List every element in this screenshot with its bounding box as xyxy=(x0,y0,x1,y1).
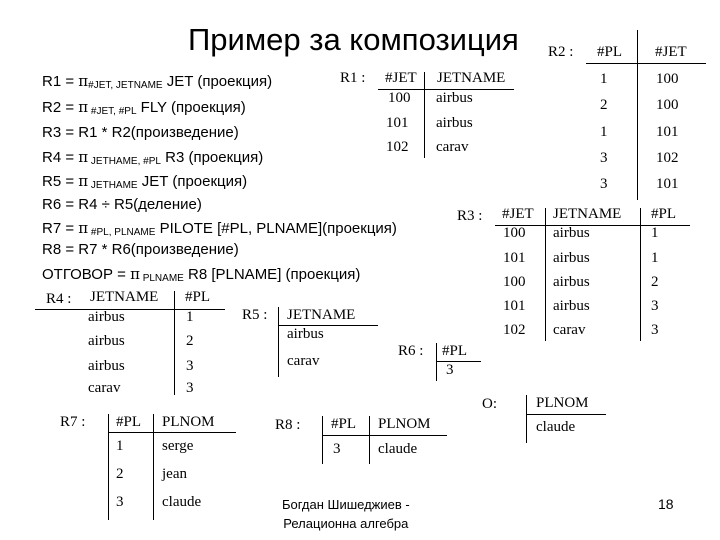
table-cell: 1 xyxy=(186,309,194,325)
table-label: R5 : xyxy=(242,307,268,323)
table-cell: 3 xyxy=(651,298,659,314)
expression-r4: R4 = π $_{JETHAME, \#PL}$ R3 (проекция) xyxy=(42,148,264,167)
table-cell: 1 xyxy=(651,225,659,241)
expression-r5: R5 = π $_{JETHAME}$ JET (проекция) xyxy=(42,172,248,191)
table-cell: 101 xyxy=(503,250,526,266)
table-cell: claude xyxy=(536,419,576,435)
column-header: JETNAME xyxy=(90,289,159,305)
table-label: R2 : xyxy=(548,44,574,60)
column-header: #PL xyxy=(597,44,623,60)
expression-r2: R2 = π $_{\#JET, \#PL}$ FLY (проекция) xyxy=(42,98,246,117)
table-cell: airbus xyxy=(287,326,324,342)
expression-r1: $R1 = \pi_{\#JET, JETNAME}$ JET (проекция) xyxy=(42,72,273,91)
table-cell: 102 xyxy=(656,150,679,166)
column-header: #PL xyxy=(185,289,211,305)
table-cell: airbus xyxy=(553,274,590,290)
column-header: #PL xyxy=(442,343,468,359)
table-cell: airbus xyxy=(553,298,590,314)
table-cell: 3 xyxy=(600,176,608,192)
slide-title: Пример за композиция xyxy=(188,22,519,57)
table-cell: serge xyxy=(162,438,194,454)
table-cell: 2 xyxy=(186,333,194,349)
expression-answer: ОТГОВОР = π $_{PLNAME}$ R8 [PLNAME] (проекция) xyxy=(42,265,361,284)
table-cell: 101 xyxy=(386,115,409,131)
column-header: #JET xyxy=(385,70,417,86)
table-cell: 100 xyxy=(503,225,526,241)
table-cell: 3 xyxy=(333,441,341,457)
table-label: R6 : xyxy=(398,343,424,359)
column-header: #PL xyxy=(651,206,677,222)
table-cell: 3 xyxy=(446,362,454,378)
table-cell: carav xyxy=(287,353,320,369)
column-header: #PL xyxy=(331,416,357,432)
column-header: #JET xyxy=(502,206,534,222)
table-cell: airbus xyxy=(88,309,125,325)
table-cell: 3 xyxy=(116,494,124,510)
table-cell: airbus xyxy=(553,250,590,266)
table-cell: 102 xyxy=(503,322,526,338)
footer-author: Богдан Шишеджиев - Релационна алгебра xyxy=(282,497,410,531)
table-cell: 100 xyxy=(503,274,526,290)
table-label: R3 : xyxy=(457,208,483,224)
table-cell: 101 xyxy=(656,124,679,140)
table-label: R7 : xyxy=(60,414,86,430)
column-header: PLNOM xyxy=(162,414,215,430)
column-header: #JET xyxy=(655,44,687,60)
table-cell: airbus xyxy=(553,225,590,241)
table-cell: 101 xyxy=(656,176,679,192)
table-label: R8 : xyxy=(275,417,301,433)
column-header: PLNOM xyxy=(378,416,431,432)
table-cell: airbus xyxy=(436,115,473,131)
table-cell: 3 xyxy=(186,358,194,374)
table-cell: airbus xyxy=(436,90,473,106)
table-label: O: xyxy=(482,396,497,412)
table-cell: carav xyxy=(436,139,469,155)
table-cell: 2 xyxy=(116,466,124,482)
table-label: R4 : xyxy=(46,291,72,307)
table-cell: 3 xyxy=(651,322,659,338)
table-cell: carav xyxy=(88,380,121,396)
expression-r6: R6 = R4 ÷ R5(деление) xyxy=(42,196,202,213)
table-cell: claude xyxy=(378,441,418,457)
expression-r8: R8 = R7 * R6(произведение) xyxy=(42,241,239,258)
table-cell: 3 xyxy=(600,150,608,166)
column-header: JETNAME xyxy=(553,206,622,222)
table-cell: jean xyxy=(162,466,187,482)
column-header: PLNOM xyxy=(536,395,589,411)
table-cell: 100 xyxy=(656,71,679,87)
table-cell: claude xyxy=(162,494,202,510)
table-cell: carav xyxy=(553,322,586,338)
expression-r3: R3 = R1 * R2(произведение) xyxy=(42,124,239,141)
page-number: 18 xyxy=(658,496,674,512)
table-cell: 1 xyxy=(116,438,124,454)
table-cell: airbus xyxy=(88,358,125,374)
table-cell: 102 xyxy=(386,139,409,155)
table-cell: 3 xyxy=(186,380,194,396)
table-cell: 101 xyxy=(503,298,526,314)
table-cell: airbus xyxy=(88,333,125,349)
column-header: JETNAME xyxy=(287,307,356,323)
expression-r7: R7 = π $_{\#PL, PLNAME}$ PILOTE [#PL, PLNAME](проекция) xyxy=(42,219,397,238)
table-cell: 1 xyxy=(600,124,608,140)
table-label: R1 : xyxy=(340,70,366,86)
table-cell: 2 xyxy=(600,97,608,113)
table-cell: 1 xyxy=(600,71,608,87)
column-header: JETNAME xyxy=(437,70,506,86)
table-cell: 1 xyxy=(651,250,659,266)
column-header: #PL xyxy=(116,414,142,430)
table-cell: 100 xyxy=(388,90,411,106)
table-cell: 100 xyxy=(656,97,679,113)
table-cell: 2 xyxy=(651,274,659,290)
